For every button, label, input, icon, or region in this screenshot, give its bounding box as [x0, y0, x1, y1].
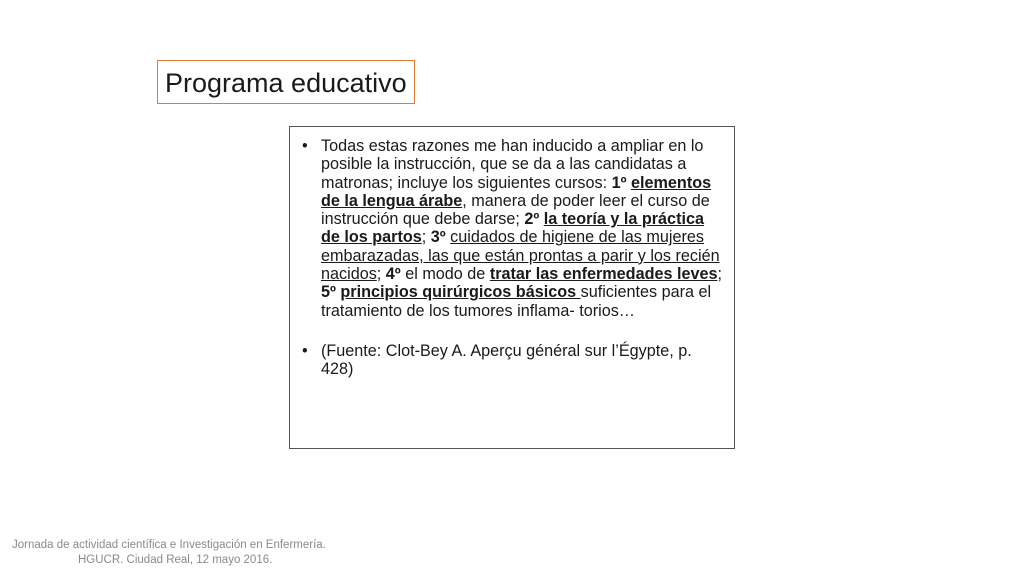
footer-line2: HGUCR. Ciudad Real, 12 mayo 2016.	[78, 554, 273, 566]
course-number: 4º	[385, 265, 401, 284]
course-diseases: tratar las enfermedades leves	[489, 265, 718, 284]
text-run: ;	[717, 265, 722, 284]
text-run: , manera de poder leer el curso de instrucción que debe darse;	[321, 191, 710, 229]
course-childbirth: la teoría y la práctica de los partos	[321, 210, 704, 247]
course-surgery: principios quirúrgicos básicos	[340, 283, 581, 302]
text-run: Todas estas razones me han inducido a ampliar en lo posible la instrucción, que se da a las candidatas a matronas; incluye los siguientes cursos:	[321, 137, 704, 192]
content-box	[289, 126, 735, 449]
slide-title: Programa educativo	[157, 60, 415, 104]
text-run: ;	[421, 228, 431, 247]
source-citation: (Fuente: Clot-Bey A. Aperçu général sur l’Égypte, p. 428)	[321, 341, 692, 379]
course-number: 5º	[321, 283, 336, 302]
course-number: 1º	[611, 173, 627, 192]
text-run: suficientes para el tratamiento de los tumores inflama- torios…	[321, 283, 712, 320]
text-run: ;	[376, 265, 386, 284]
bullet-item-reasons	[302, 137, 722, 320]
course-number: 2º	[524, 210, 540, 229]
bullet-dot-icon: •	[302, 137, 308, 155]
text-run: el modo de	[400, 265, 490, 284]
bullet-dot-icon: •	[302, 341, 308, 360]
bullet-item-source	[302, 342, 722, 379]
course-number: 3º	[430, 228, 446, 247]
footer	[12, 538, 326, 568]
course-hygiene: cuidados de higiene de las mujeres embarazadas, las que están prontas a parir y los recién nacidos	[321, 228, 720, 284]
footer-line1: Jornada de actividad científica e Investigación en Enfermería.	[12, 539, 326, 551]
course-arabic: elementos de la lengua árabe	[321, 173, 712, 210]
